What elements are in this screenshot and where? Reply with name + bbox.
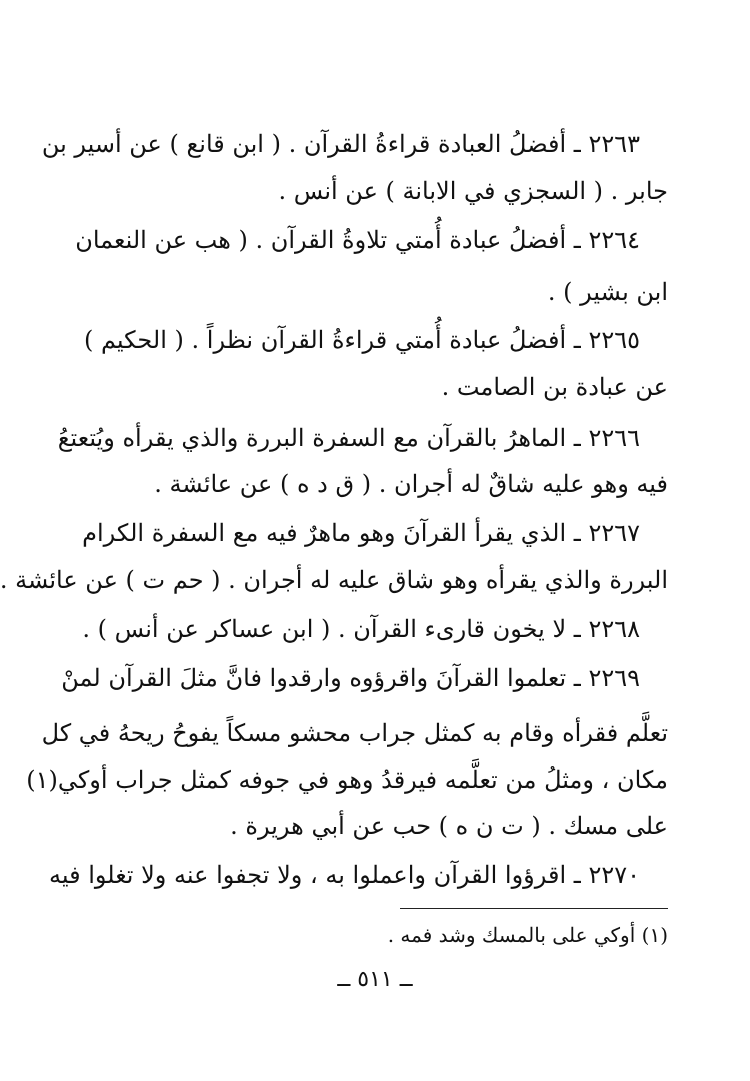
hadith-2263-line-2: جابر . ( السجزي في الابانة ) عن أنس .	[278, 177, 668, 205]
hadith-2267-line-1: ٢٢٦٧ ـ الذي يقرأ القرآنَ وهو ماهرٌ فيه مع السفرة الكرام	[82, 519, 640, 547]
hadith-2266-line-1: ٢٢٦٦ ـ الماهرُ بالقرآن مع السفرة البررة والذي يقرأه ويُتعتعُ	[57, 424, 640, 452]
footnote: (١) أوكي على بالمسك وشد فمه .	[387, 923, 668, 947]
hadith-2266-line-2: فيه وهو عليه شاقٌ له أجران . ( ق د ه ) عن عائشة .	[154, 470, 668, 498]
hadith-2264-line-2: ابن بشير ) .	[547, 278, 668, 306]
hadith-2265-line-1: ٢٢٦٥ ـ أفضلُ عبادة أُمتي قراءةُ القرآن نظراً . ( الحكيم )	[83, 326, 640, 354]
hadith-2269-line-1: ٢٢٦٩ ـ تعلموا القرآنَ واقرؤوه وارقدوا فانَّ مثلَ القرآن لمنْ	[61, 664, 640, 692]
hadith-2263-line-1: ٢٢٦٣ ـ أفضلُ العبادة قراءةُ القرآن . ( ابن قانع ) عن أسير بن	[41, 130, 640, 158]
hadith-2265-line-2: عن عبادة بن الصامت .	[441, 373, 668, 401]
page-number: ــ ٥١١ ــ	[337, 967, 413, 992]
hadith-2269-line-3: مكان ، ومثلُ من تعلَّمه فيرقدُ وهو في جوفه كمثل جراب أوكي(١)	[26, 766, 668, 794]
hadith-2270-line-1: ٢٢٧٠ ـ اقرؤوا القرآن واعملوا به ، ولا تجفوا عنه ولا تغلوا فيه	[49, 861, 640, 889]
hadith-2269-line-2: تعلَّم فقرأه وقام به كمثل جراب محشو مسكاً يفوحُ ريحهُ في كل	[41, 719, 668, 747]
hadith-2267-line-2: البررة والذي يقرأه وهو شاق عليه له أجران . ( حم ت ) عن عائشة .	[0, 566, 668, 594]
hadith-2264-line-1: ٢٢٦٤ ـ أفضلُ عبادة أُمتي تلاوةُ القرآن . ( هب عن النعمان	[75, 226, 640, 254]
hadith-2269-line-4: على مسك . ( ت ن ه ) حب عن أبي هريرة .	[230, 812, 668, 840]
footnote-divider	[400, 908, 668, 909]
hadith-2268-line-1: ٢٢٦٨ ـ لا يخون قارىء القرآن . ( ابن عساكر عن أنس ) .	[82, 615, 640, 643]
